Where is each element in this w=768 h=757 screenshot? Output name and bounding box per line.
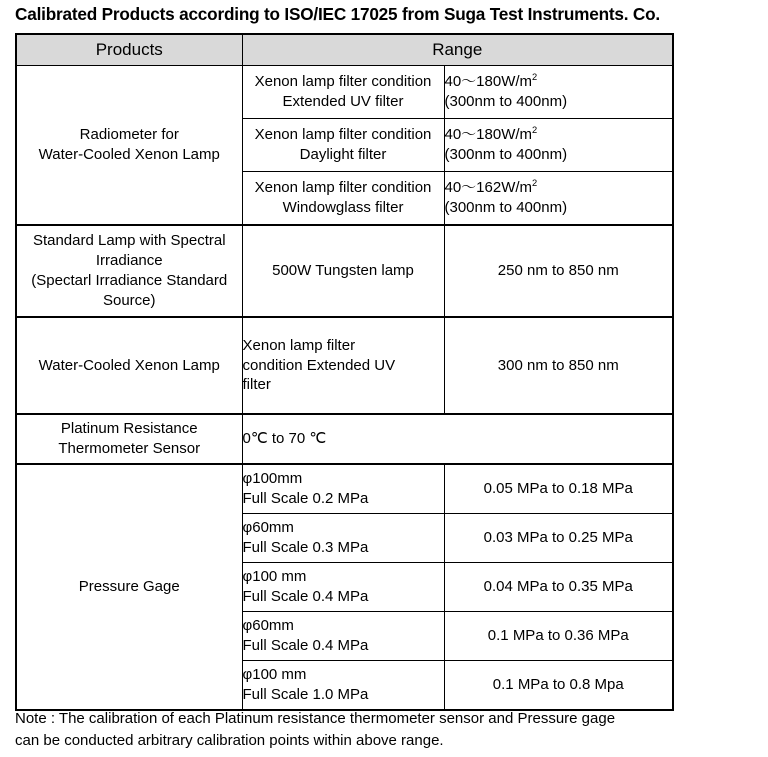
range-cell [444,66,673,119]
product-radiometer [16,66,242,226]
condition-line1: Xenon lamp filter [242,336,356,354]
product-label-line2: Thermometer Sensor [58,440,201,457]
spec-line1: φ100mm [242,470,303,488]
spec-line1: φ60mm [242,617,294,635]
table-header-row [16,34,673,66]
spec-line2: Full Scale 0.4 MPa [242,588,369,605]
range-cell [444,172,673,226]
spec-line1: φ100 mm [242,568,307,586]
condition-cell [242,66,444,119]
condition-line3: filter [242,376,271,394]
condition-line2: Daylight filter [299,146,387,163]
spec-cell [242,612,444,661]
product-label-line3: (Spectarl Irradiance Standard [31,272,228,289]
spec-line2: Full Scale 0.2 MPa [242,490,369,507]
spec-line1: φ100 mm [242,666,307,684]
range-superscript: 2 [532,178,538,189]
page-title: Calibrated Products according to ISO/IEC 17025 from Suga Test Instruments. Co. [15,4,660,24]
condition-cell [242,119,444,172]
spec-line2: Full Scale 1.0 MPa [242,686,369,703]
range-superscript: 2 [532,72,538,83]
calibrated-products-table [15,33,674,711]
condition-line2: Extended UV filter [282,93,404,110]
product-label-line4: Source) [102,291,156,309]
condition-cell [242,317,444,414]
range-cell: 0.1 MPa to 0.8 Mpa [444,661,673,711]
range-cell: 0.03 MPa to 0.25 MPa [444,514,673,563]
condition-line2: condition Extended UV [242,356,396,374]
range-line1 [445,178,673,198]
table-row [16,66,673,119]
column-header-products: Products [16,34,242,66]
range-line2: (300nm to 400nm) [444,199,568,216]
range-value: 40～180W/m [444,126,533,144]
spec-cell [242,464,444,514]
product-standard-lamp [16,225,242,317]
product-label-line2: Water-Cooled Xenon Lamp [38,146,220,163]
spec-line1: φ60mm [242,519,294,537]
range-superscript: 2 [532,125,538,136]
product-pressure-gage: Pressure Gage [16,464,242,710]
condition-line1: Xenon lamp filter condition [254,73,432,91]
note-line2: can be conducted arbitrary calibration points within above range. [15,732,444,750]
condition-cell: 500W Tungsten lamp [242,225,444,317]
condition-line2: Windowglass filter [282,199,404,216]
range-cell: 0.1 MPa to 0.36 MPa [444,612,673,661]
spec-cell [242,514,444,563]
product-label-line1: Radiometer for [79,126,179,144]
table-row [16,317,673,414]
product-label-line1: Standard Lamp with Spectral [32,232,226,250]
product-water-cooled-xenon-lamp: Water-Cooled Xenon Lamp [16,317,242,414]
product-label-line2: Irradiance [95,252,163,270]
spec-cell [242,661,444,711]
spec-cell [242,563,444,612]
footer-note [15,708,755,752]
range-cell: 0.05 MPa to 0.18 MPa [444,464,673,514]
range-cell-spanning: 0℃ to 70 ℃ [242,414,673,464]
condition-line1: Xenon lamp filter condition [254,179,432,197]
spec-line2: Full Scale 0.3 MPa [242,539,369,556]
condition-line1: Xenon lamp filter condition [254,126,432,144]
range-cell: 0.04 MPa to 0.35 MPa [444,563,673,612]
range-line1 [445,72,673,92]
range-line1 [445,125,673,145]
range-cell [444,119,673,172]
range-line2: (300nm to 400nm) [444,146,568,163]
range-line2: (300nm to 400nm) [444,93,568,110]
range-cell: 300 nm to 850 nm [444,317,673,414]
range-value: 40～162W/m [444,179,533,197]
condition-cell [242,172,444,226]
product-platinum-thermometer [16,414,242,464]
range-value: 40～180W/m [444,73,533,91]
table-row [16,464,673,514]
note-line1: Note : The calibration of each Platinum resistance thermometer sensor and Pressure gage [15,710,616,727]
column-header-range: Range [242,34,673,66]
table-row [16,414,673,464]
product-label-line1: Platinum Resistance [60,420,198,438]
spec-line2: Full Scale 0.4 MPa [242,637,369,654]
table-row [16,225,673,317]
range-cell: 250 nm to 850 nm [444,225,673,317]
